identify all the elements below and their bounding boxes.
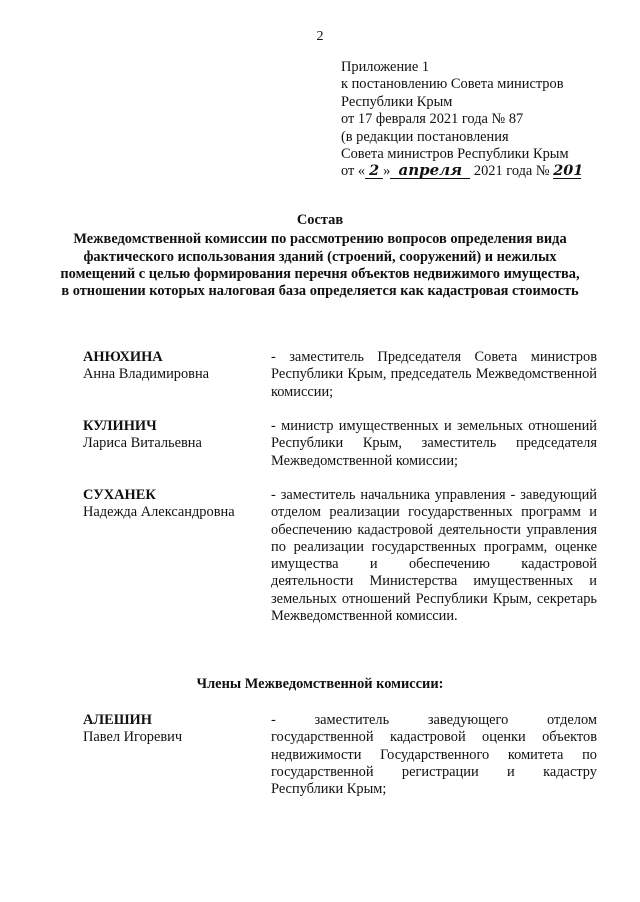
person-surname: АЛЕШИН xyxy=(83,712,152,728)
date-prefix: от « xyxy=(341,163,366,180)
members-heading: Члены Межведомственной комиссии: xyxy=(196,676,444,692)
date-year: 2021 года № xyxy=(470,163,554,180)
person-surname: КУЛИНИЧ xyxy=(83,418,157,434)
person-name xyxy=(83,487,263,522)
appendix-line: от 17 февраля 2021 года № 87 xyxy=(341,111,524,128)
document-title: Состав xyxy=(296,212,344,228)
appendix-header xyxy=(341,59,584,181)
appendix-line: к постановлению Совета министров xyxy=(341,76,564,93)
handwritten-month: апреля xyxy=(390,163,470,179)
person-given-name: Надежда Александровна xyxy=(83,504,235,521)
person-given-name: Лариса Витальевна xyxy=(83,435,202,452)
handwritten-number: 201 xyxy=(553,162,584,180)
person-name xyxy=(83,712,263,747)
appendix-line: (в редакции постановления xyxy=(341,128,509,145)
handwritten-day: 2 xyxy=(365,163,383,179)
appendix-line: Приложение 1 xyxy=(341,59,430,75)
date-mid: » xyxy=(383,163,391,180)
document-title-block xyxy=(60,212,580,300)
person-role: - заместитель заведующего отделом государственной кадастровой оценки объектов недвижимости Государственного комитета по государственной регистрации и кадастру Республики Крым; xyxy=(271,712,597,798)
appendix-line: Совета министров Республики Крым xyxy=(341,146,569,163)
person-surname: АНЮХИНА xyxy=(83,349,163,365)
person-name xyxy=(83,349,263,384)
person-given-name: Анна Владимировна xyxy=(83,366,210,383)
person-role: - заместитель начальника управления - заведующий отделом реализации государственных программ и обеспечению кадастровой деятельности управления по реализации государственных программ, оценке имущества и обеспечению кадастровой деятельности Министерства имущественных и земельных отношений Республики Крым, секретарь Межведомственной комиссии. xyxy=(271,487,597,625)
person-surname: СУХАНЕК xyxy=(83,487,156,503)
person-role: - заместитель Председателя Совета министров Республики Крым, председатель Межведомственной комиссии; xyxy=(271,349,597,400)
person-name xyxy=(83,418,263,453)
page-number: 2 xyxy=(316,29,324,44)
document-subtitle: Межведомственной комиссии по рассмотрению вопросов определения вида фактического использования зданий (строений, сооружений) и нежилых помещений с целью формирования перечня объектов недвижимого имущества, в отношении которых налоговая база определяется как кадастровая стоимость xyxy=(60,231,580,300)
appendix-line: Республики Крым xyxy=(341,93,453,110)
person-role: - министр имущественных и земельных отношений Республики Крым, заместитель председателя Межведомственной комиссии; xyxy=(271,418,597,469)
amendment-date-line xyxy=(341,161,584,180)
person-given-name: Павел Игоревич xyxy=(83,729,183,746)
